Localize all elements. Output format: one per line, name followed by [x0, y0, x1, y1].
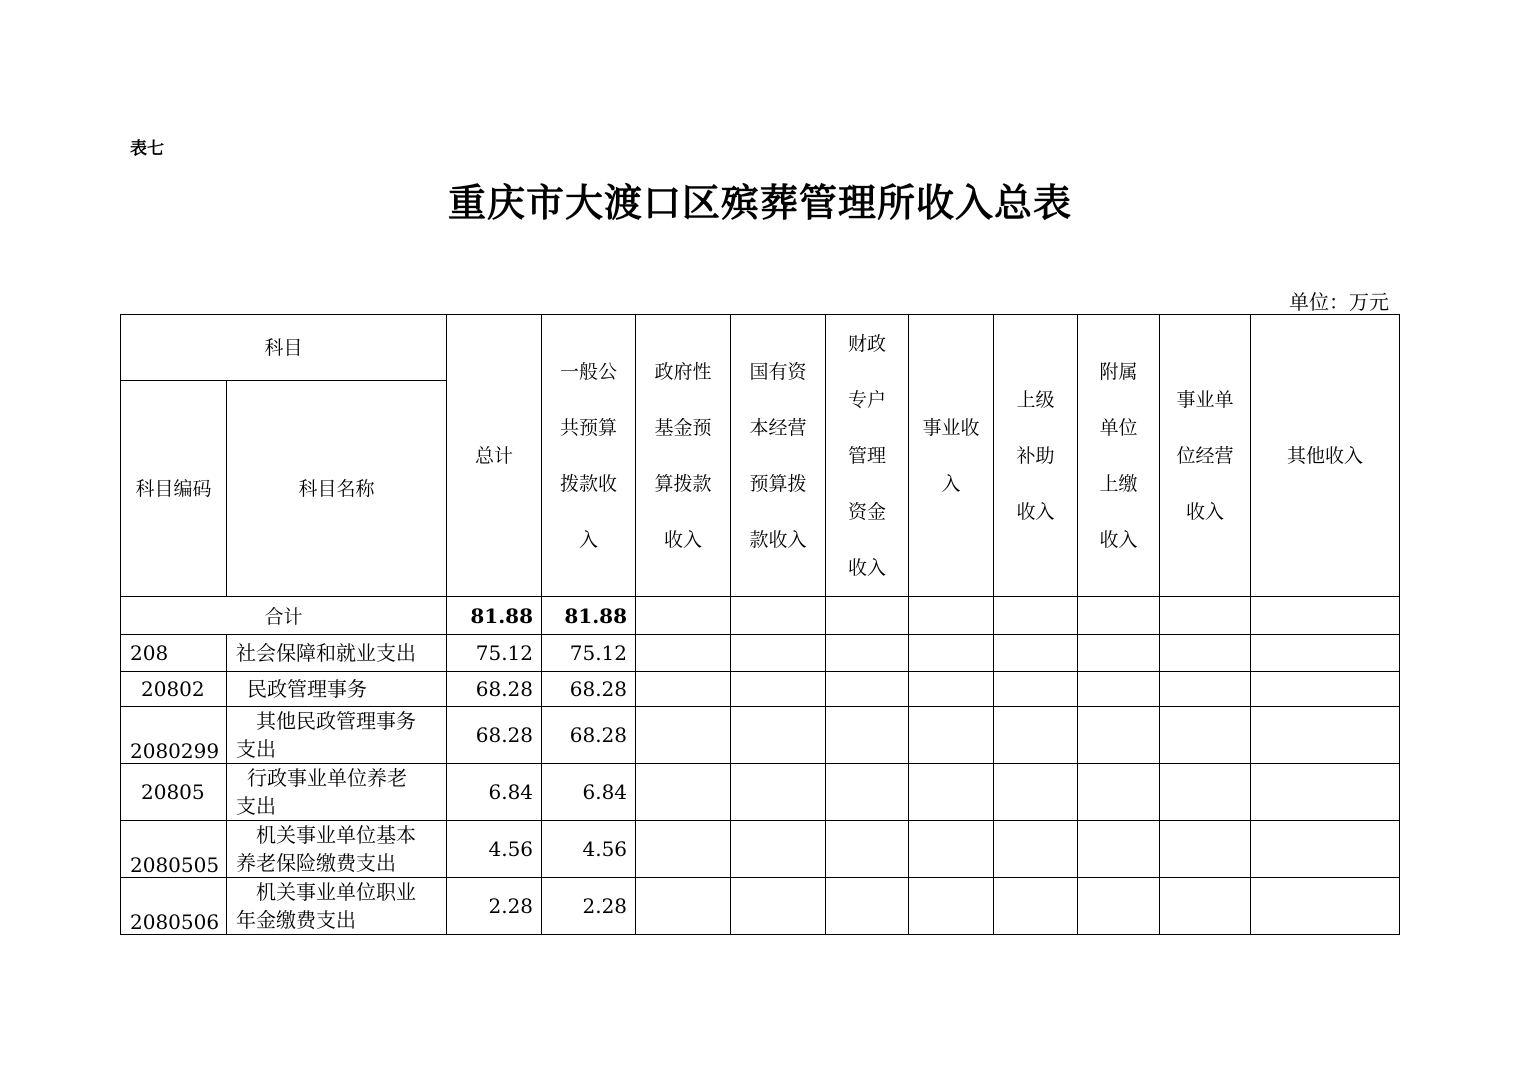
header-affiliated-payment [1078, 315, 1160, 597]
header-superior-subsidy [994, 315, 1078, 597]
total-total: 81.88 [447, 597, 542, 635]
empty-cell [1251, 764, 1400, 821]
empty-cell [909, 672, 994, 707]
empty-cell [636, 635, 731, 672]
empty-cell [636, 764, 731, 821]
empty-cell [826, 635, 909, 672]
header-state-capital-line: 国有资 [749, 360, 807, 383]
row-name [227, 764, 447, 821]
empty-cell [909, 635, 994, 672]
row-code: 20805 [121, 764, 227, 821]
header-unit-operating [1160, 315, 1251, 597]
empty-cell [826, 764, 909, 821]
empty-cell [994, 878, 1078, 935]
row-name-line: 行政事业单位养老 [247, 766, 407, 790]
header-affiliated-payment-line: 收入 [1099, 528, 1138, 551]
empty-cell [994, 635, 1078, 672]
empty-cell [1078, 764, 1160, 821]
empty-cell [1078, 672, 1160, 707]
header-unit-operating-line: 收入 [1186, 500, 1225, 523]
empty-cell [1160, 821, 1251, 878]
header-state-capital-line: 款收入 [749, 528, 807, 551]
empty-cell [1160, 878, 1251, 935]
header-fiscal-special-line: 管理 [848, 444, 887, 467]
row-name-line: 养老保险缴费支出 [236, 851, 396, 875]
header-superior-subsidy-line: 补助 [1016, 444, 1055, 467]
row-code: 2080506 [121, 878, 227, 935]
header-gov-fund-line: 基金预 [654, 416, 712, 439]
empty-cell [826, 878, 909, 935]
header-subject-name: 科目名称 [227, 381, 447, 597]
empty-cell [1078, 597, 1160, 635]
empty-cell [636, 597, 731, 635]
row-total: 68.28 [447, 672, 542, 707]
empty-cell [1160, 597, 1251, 635]
header-other-income: 其他收入 [1251, 315, 1400, 597]
empty-cell [1160, 764, 1251, 821]
empty-cell [731, 764, 826, 821]
table-row [121, 635, 1400, 672]
empty-cell [994, 597, 1078, 635]
header-affiliated-payment-line: 附属 [1099, 360, 1138, 383]
empty-cell [909, 878, 994, 935]
header-fiscal-special-line: 资金 [848, 500, 887, 523]
header-general-budget [542, 315, 636, 597]
table-row [121, 672, 1400, 707]
row-name [227, 821, 447, 878]
row-general-budget: 68.28 [542, 672, 636, 707]
empty-cell [731, 672, 826, 707]
row-name-line: 机关事业单位基本 [256, 823, 416, 847]
empty-cell [1078, 707, 1160, 764]
header-affiliated-payment-line: 上缴 [1099, 472, 1138, 495]
empty-cell [826, 597, 909, 635]
header-unit-operating-line: 位经营 [1176, 444, 1234, 467]
empty-cell [731, 597, 826, 635]
empty-cell [1078, 878, 1160, 935]
header-fiscal-special-line: 专户 [848, 388, 887, 411]
header-fiscal-special-line: 财政 [848, 332, 887, 355]
empty-cell [636, 821, 731, 878]
empty-cell [636, 707, 731, 764]
table-row [121, 821, 1400, 878]
header-fiscal-special [826, 315, 909, 597]
row-name [227, 707, 447, 764]
header-unit-operating-line: 事业单 [1176, 388, 1234, 411]
empty-cell [909, 764, 994, 821]
total-row [121, 597, 1400, 635]
income-table [120, 314, 1400, 935]
header-general-budget-line: 拨款收 [560, 472, 618, 495]
header-state-capital-line: 本经营 [749, 416, 807, 439]
header-superior-subsidy-line: 上级 [1016, 388, 1055, 411]
header-total: 总计 [447, 315, 542, 597]
header-gov-fund-line: 算拨款 [654, 472, 712, 495]
row-total: 2.28 [447, 878, 542, 935]
row-name: 民政管理事务 [227, 672, 447, 707]
empty-cell [1251, 635, 1400, 672]
empty-cell [826, 672, 909, 707]
header-subject: 科目 [121, 315, 447, 381]
table-row [121, 707, 1400, 764]
empty-cell [1078, 821, 1160, 878]
header-affiliated-payment-line: 单位 [1099, 416, 1138, 439]
header-gov-fund [636, 315, 731, 597]
empty-cell [909, 597, 994, 635]
empty-cell [909, 821, 994, 878]
unit-label: 单位：万元 [1289, 290, 1389, 314]
row-general-budget: 4.56 [542, 821, 636, 878]
header-superior-subsidy-line: 收入 [1016, 500, 1055, 523]
empty-cell [994, 764, 1078, 821]
header-state-capital-line: 预算拨 [749, 472, 807, 495]
row-name-line: 其他民政管理事务 [256, 709, 416, 733]
row-total: 6.84 [447, 764, 542, 821]
row-name-line: 支出 [236, 737, 276, 761]
empty-cell [994, 672, 1078, 707]
empty-cell [826, 707, 909, 764]
row-code: 2080299 [121, 707, 227, 764]
empty-cell [1251, 707, 1400, 764]
total-general-budget: 81.88 [542, 597, 636, 635]
empty-cell [909, 707, 994, 764]
row-code: 2080505 [121, 821, 227, 878]
empty-cell [731, 878, 826, 935]
header-state-capital [731, 315, 826, 597]
header-business-income-line: 入 [941, 472, 961, 495]
row-name-line: 机关事业单位职业 [256, 880, 416, 904]
row-total: 4.56 [447, 821, 542, 878]
header-general-budget-line: 共预算 [560, 416, 618, 439]
document-title: 重庆市大渡口区殡葬管理所收入总表 [447, 180, 1072, 225]
empty-cell [1160, 635, 1251, 672]
header-fiscal-special-line: 收入 [848, 556, 887, 579]
header-general-budget-line: 一般公 [560, 360, 618, 383]
empty-cell [1160, 672, 1251, 707]
table-row [121, 878, 1400, 935]
empty-cell [731, 821, 826, 878]
empty-cell [1160, 707, 1251, 764]
row-name-line: 支出 [236, 794, 276, 818]
row-total: 75.12 [447, 635, 542, 672]
empty-cell [994, 707, 1078, 764]
empty-cell [1251, 821, 1400, 878]
empty-cell [994, 821, 1078, 878]
table-label: 表七 [130, 139, 164, 159]
total-label: 合计 [121, 597, 447, 635]
empty-cell [1078, 635, 1160, 672]
header-gov-fund-line: 政府性 [654, 360, 712, 383]
row-code: 208 [121, 635, 227, 672]
empty-cell [1251, 672, 1400, 707]
empty-cell [731, 635, 826, 672]
row-general-budget: 75.12 [542, 635, 636, 672]
empty-cell [826, 821, 909, 878]
header-business-income-line: 事业收 [922, 416, 980, 439]
row-code: 20802 [121, 672, 227, 707]
row-name-line: 年金缴费支出 [236, 908, 356, 932]
row-general-budget: 6.84 [542, 764, 636, 821]
row-total: 68.28 [447, 707, 542, 764]
row-name: 社会保障和就业支出 [227, 635, 447, 672]
row-name [227, 878, 447, 935]
empty-cell [636, 672, 731, 707]
empty-cell [636, 878, 731, 935]
empty-cell [1251, 597, 1400, 635]
row-general-budget: 2.28 [542, 878, 636, 935]
table-row [121, 764, 1400, 821]
empty-cell [731, 707, 826, 764]
header-business-income [909, 315, 994, 597]
header-subject-code: 科目编码 [121, 381, 227, 597]
empty-cell [1251, 878, 1400, 935]
header-general-budget-line: 入 [579, 528, 599, 551]
header-row-1 [121, 315, 1400, 381]
row-general-budget: 68.28 [542, 707, 636, 764]
header-gov-fund-line: 收入 [664, 528, 703, 551]
